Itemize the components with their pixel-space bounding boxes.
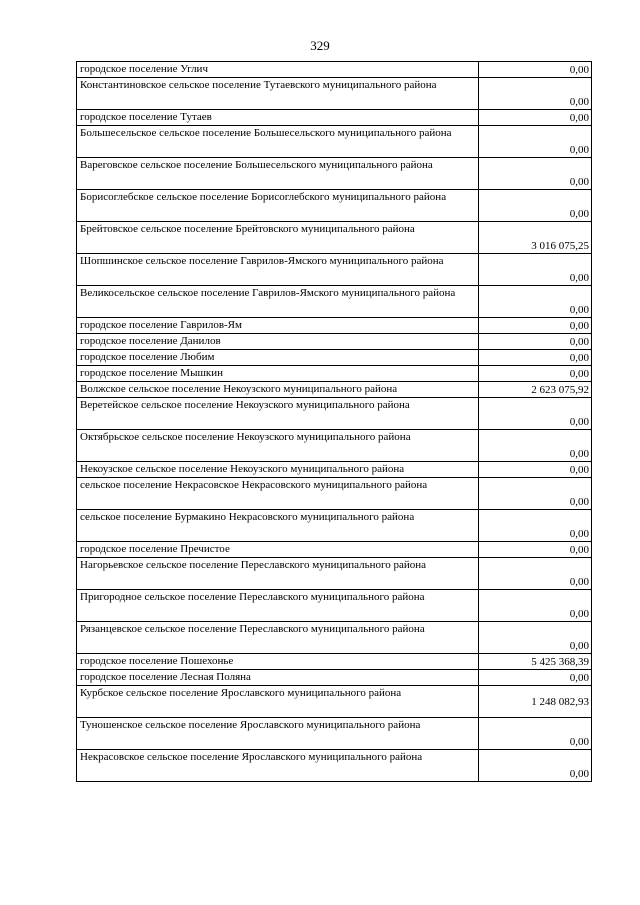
amount-value: 0,00 bbox=[479, 542, 592, 558]
settlement-name: Брейтовское сельское поселение Брейтовского муниципального района bbox=[77, 222, 479, 254]
settlement-name: Борисоглебское сельское поселение Борисоглебского муниципального района bbox=[77, 190, 479, 222]
amount-value: 5 425 368,39 bbox=[479, 654, 592, 670]
amount-value: 2 623 075,92 bbox=[479, 382, 592, 398]
settlement-name: сельское поселение Некрасовское Некрасовского муниципального района bbox=[77, 478, 479, 510]
table-row bbox=[77, 478, 592, 510]
settlement-name: Курбское сельское поселение Ярославского муниципального района bbox=[77, 686, 479, 718]
table-row bbox=[77, 334, 592, 350]
table-row bbox=[77, 686, 592, 718]
table-row bbox=[77, 158, 592, 190]
amount-value: 0,00 bbox=[479, 622, 592, 654]
settlement-name: городское поселение Гаврилов-Ям bbox=[77, 318, 479, 334]
settlement-name: Шопшинское сельское поселение Гаврилов-Ямского муниципального района bbox=[77, 254, 479, 286]
amount-value: 0,00 bbox=[479, 478, 592, 510]
table-row bbox=[77, 126, 592, 158]
amount-value: 0,00 bbox=[479, 366, 592, 382]
table-row bbox=[77, 110, 592, 126]
settlement-name: Вареговское сельское поселение Большесельского муниципального района bbox=[77, 158, 479, 190]
page-number: 329 bbox=[310, 38, 330, 53]
settlement-name: городское поселение Любим bbox=[77, 350, 479, 366]
table-row bbox=[77, 350, 592, 366]
amount-value: 0,00 bbox=[479, 750, 592, 782]
settlement-name: городское поселение Тутаев bbox=[77, 110, 479, 126]
amount-value: 0,00 bbox=[479, 590, 592, 622]
table-row bbox=[77, 62, 592, 78]
table-row bbox=[77, 318, 592, 334]
table-row bbox=[77, 286, 592, 318]
settlement-name: Великосельское сельское поселение Гаврилов-Ямского муниципального района bbox=[77, 286, 479, 318]
settlement-name: Веретейское сельское поселение Некоузского муниципального района bbox=[77, 398, 479, 430]
amount-value: 1 248 082,93 bbox=[479, 686, 592, 718]
settlement-name: Пригородное сельское поселение Переславского муниципального района bbox=[77, 590, 479, 622]
table-row bbox=[77, 542, 592, 558]
amount-value: 0,00 bbox=[479, 350, 592, 366]
amount-value: 0,00 bbox=[479, 670, 592, 686]
table-row bbox=[77, 718, 592, 750]
table-row bbox=[77, 590, 592, 622]
settlement-name: Волжское сельское поселение Некоузского муниципального района bbox=[77, 382, 479, 398]
amount-value: 0,00 bbox=[479, 78, 592, 110]
amount-value: 0,00 bbox=[479, 318, 592, 334]
settlements-table bbox=[76, 61, 592, 782]
amount-value: 0,00 bbox=[479, 430, 592, 462]
settlement-name: Октябрьское сельское поселение Некоузского муниципального района bbox=[77, 430, 479, 462]
settlement-name: городское поселение Углич bbox=[77, 62, 479, 78]
settlement-name: Большесельское сельское поселение Большесельского муниципального района bbox=[77, 126, 479, 158]
table-row bbox=[77, 654, 592, 670]
table-row bbox=[77, 222, 592, 254]
settlement-name: Рязанцевское сельское поселение Переславского муниципального района bbox=[77, 622, 479, 654]
settlement-name: сельское поселение Бурмакино Некрасовского муниципального района bbox=[77, 510, 479, 542]
table-row bbox=[77, 558, 592, 590]
settlement-name: Некрасовское сельское поселение Ярославского муниципального района bbox=[77, 750, 479, 782]
amount-value: 0,00 bbox=[479, 462, 592, 478]
amount-value: 0,00 bbox=[479, 190, 592, 222]
table-row bbox=[77, 670, 592, 686]
table-row bbox=[77, 254, 592, 286]
amount-value: 0,00 bbox=[479, 110, 592, 126]
settlement-name: Нагорьевское сельское поселение Переславского муниципального района bbox=[77, 558, 479, 590]
amount-value: 0,00 bbox=[479, 286, 592, 318]
amount-value: 0,00 bbox=[479, 334, 592, 350]
table-row bbox=[77, 366, 592, 382]
settlement-name: городское поселение Пошехонье bbox=[77, 654, 479, 670]
table-row bbox=[77, 510, 592, 542]
table-row bbox=[77, 750, 592, 782]
table-row bbox=[77, 462, 592, 478]
amount-value: 0,00 bbox=[479, 62, 592, 78]
table-row bbox=[77, 398, 592, 430]
amount-value: 0,00 bbox=[479, 558, 592, 590]
amount-value: 0,00 bbox=[479, 158, 592, 190]
amount-value: 0,00 bbox=[479, 718, 592, 750]
table-row bbox=[77, 622, 592, 654]
settlement-name: городское поселение Пречистое bbox=[77, 542, 479, 558]
settlement-name: Некоузское сельское поселение Некоузского муниципального района bbox=[77, 462, 479, 478]
settlement-name: городское поселение Лесная Поляна bbox=[77, 670, 479, 686]
table-row bbox=[77, 382, 592, 398]
amount-value: 0,00 bbox=[479, 126, 592, 158]
settlement-name: городское поселение Данилов bbox=[77, 334, 479, 350]
settlement-name: Туношенское сельское поселение Ярославского муниципального района bbox=[77, 718, 479, 750]
amount-value: 0,00 bbox=[479, 510, 592, 542]
table-row bbox=[77, 430, 592, 462]
table-row bbox=[77, 78, 592, 110]
settlement-name: Константиновское сельское поселение Тутаевского муниципального района bbox=[77, 78, 479, 110]
amount-value: 0,00 bbox=[479, 398, 592, 430]
table-row bbox=[77, 190, 592, 222]
settlement-name: городское поселение Мышкин bbox=[77, 366, 479, 382]
amount-value: 0,00 bbox=[479, 254, 592, 286]
amount-value: 3 016 075,25 bbox=[479, 222, 592, 254]
